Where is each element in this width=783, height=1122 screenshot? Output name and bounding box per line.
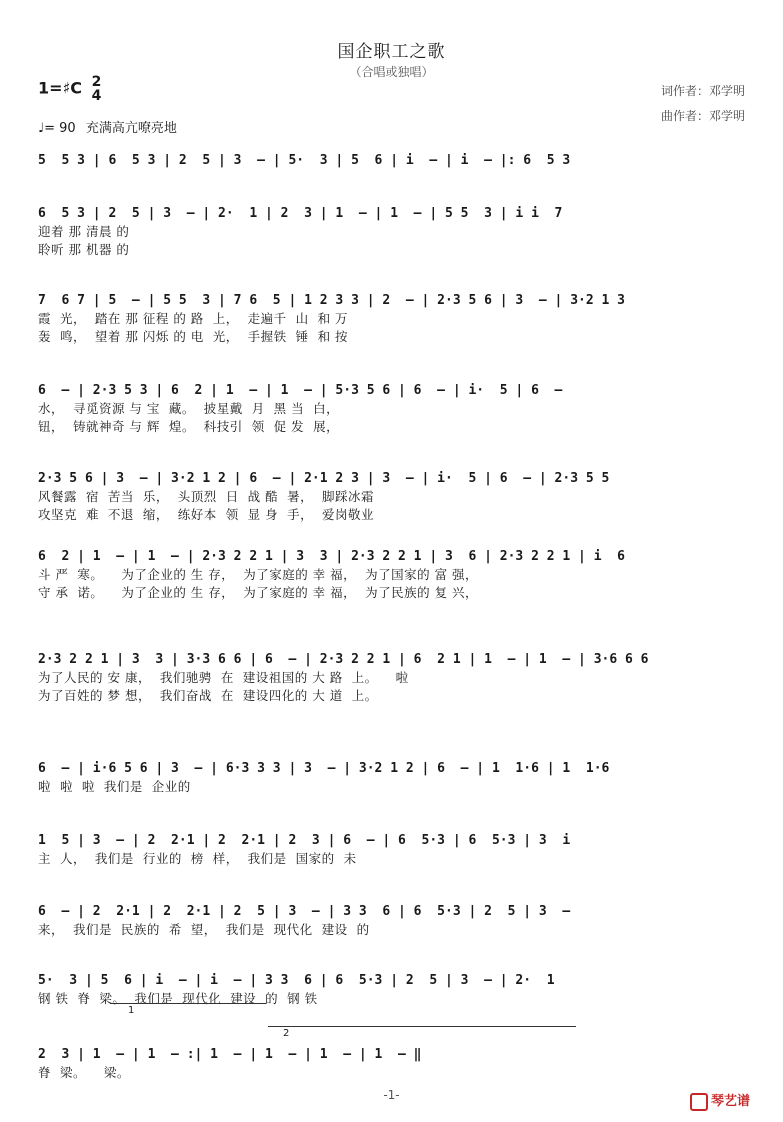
volta-2-bracket <box>268 1026 576 1028</box>
tempo-marking <box>38 117 177 136</box>
lyric-row: 钢 铁 脊 梁。 我们是 现代化 建设 的 钢 铁 <box>38 991 318 1006</box>
music-line <box>38 548 750 602</box>
key-label: 1=♯C <box>38 78 83 98</box>
volta-1-label: 1 <box>128 1005 135 1016</box>
lyric-row: 为了百姓的 梦 想， 我们奋战 在 建设四化的 大 道 上。 <box>38 688 378 703</box>
lyric-row: 斗 严 寒。 为了企业的 生 存， 为了家庭的 幸 福， 为了国家的 富 强， <box>38 567 479 582</box>
time-top: 2 <box>91 74 102 90</box>
lyric-row: 来， 我们是 民族的 希 望， 我们是 现代化 建设 的 <box>38 922 370 937</box>
notation-row: 7 6 7 | 5 – | 5 5 3 | 7 6 5 | 1 2 3 3 | 2 – | 2·3 5 6 | 3 – | 3·2 1 3 <box>38 293 625 308</box>
notation-row: 6 – | 2 2·1 | 2 2·1 | 2 5 | 3 – | 3 3 6 | 6 5·3 | 2 5 | 3 – <box>38 904 571 919</box>
music-line <box>38 832 750 868</box>
lyric-row: 主 人， 我们是 行业的 榜 样， 我们是 国家的 未 <box>38 851 357 866</box>
music-line <box>38 470 750 524</box>
lyric-row: 啦 啦 啦 我们是 企业的 <box>38 779 191 794</box>
music-line <box>38 382 750 436</box>
tempo-label: ♩= 90 <box>38 121 76 136</box>
song-subtitle: （合唱或独唱） <box>349 65 434 79</box>
time-bottom: 4 <box>91 88 102 104</box>
lyric-row: 守 承 诺。 为了企业的 生 存， 为了家庭的 幸 福， 为了民族的 复 兴， <box>38 585 479 600</box>
notation-row: 5 5 3 | 6 5 3 | 2 5 | 3 – | 5· 3 | 5 6 | i – | i – |: 6 5 3 <box>38 153 571 168</box>
lyric-row: 霞 光， 踏在 那 征程 的 路 上， 走遍千 山 和 万 <box>38 311 349 326</box>
music-line <box>38 292 750 346</box>
notation-row: 6 2 | 1 – | 1 – | 2·3 2 2 1 | 3 3 | 2·3 2 2 1 | 3 6 | 2·3 2 2 1 | i 6 <box>38 549 625 564</box>
site-logo <box>690 1090 750 1111</box>
volta-2-label: 2 <box>283 1028 290 1039</box>
notation-row: 2·3 2 2 1 | 3 3 | 3·3 6 6 | 6 – | 2·3 2 2 1 | 6 2 1 | 1 – | 1 – | 3·6 6 6 <box>38 652 649 667</box>
lyric-row: 聆听 那 机器 的 <box>38 242 130 257</box>
lyric-row: 脊 梁。 梁。 <box>38 1065 130 1080</box>
time-signature <box>92 75 102 103</box>
notation-row: 2·3 5 6 | 3 – | 3·2 1 2 | 6 – | 2·1 2 3 | 3 – | i· 5 | 6 – | 2·3 5 5 <box>38 471 610 486</box>
lyricist-credit: 词作者：邓学明 <box>660 84 745 98</box>
logo-text: 琴艺谱 <box>711 1094 751 1109</box>
notation-row: 6 – | 2·3 5 3 | 6 2 | 1 – | 1 – | 5·3 5 6 | 6 – | i· 5 | 6 – <box>38 383 563 398</box>
lyric-row: 水， 寻觅资源 与 宝 藏。 披星戴 月 黑 当 白， <box>38 401 340 416</box>
notation-row: 6 – | i·6 5 6 | 3 – | 6·3 3 3 | 3 – | 3·2 1 2 | 6 – | 1 1·6 | 1 1·6 <box>38 761 610 776</box>
notation-row: 1 5 | 3 – | 2 2·1 | 2 2·1 | 2 3 | 6 – | 6 5·3 | 6 5·3 | 3 i <box>38 833 571 848</box>
composer-credit: 曲作者：邓学明 <box>660 109 745 123</box>
notation-row: 6 5 3 | 2 5 | 3 – | 2· 1 | 2 3 | 1 – | 1 – | 5 5 3 | i i 7 <box>38 206 563 221</box>
music-line <box>38 651 750 705</box>
song-title: 国企职工之歌 <box>337 42 446 62</box>
music-line <box>38 1046 750 1082</box>
page-number: -1- <box>383 1088 400 1102</box>
music-line <box>38 760 750 796</box>
lyric-row: 钮， 铸就神奇 与 辉 煌。 科技引 领 促 发 展， <box>38 419 340 434</box>
music-line <box>38 903 750 939</box>
lyric-row: 攻坚克 难 不退 缩， 练好本 领 显 身 手， 爱岗敬业 <box>38 507 375 522</box>
lyric-row: 迎着 那 清晨 的 <box>38 224 130 239</box>
expression-label: 充满高亢嘹亮地 <box>85 121 177 136</box>
notation-row: 5· 3 | 5 6 | i – | i – | 3 3 6 | 6 5·3 | 2 5 | 3 – | 2· 1 <box>38 973 555 988</box>
music-line <box>38 205 750 259</box>
lyric-row: 轰 鸣， 望着 那 闪烁 的 电 光， 手握铁 锤 和 按 <box>38 329 349 344</box>
lyric-row: 为了人民的 安 康， 我们驰骋 在 建设祖国的 大 路 上。 啦 <box>38 670 409 685</box>
music-line <box>38 152 750 170</box>
lyric-row: 风餐露 宿 苦当 乐， 头顶烈 日 战 酷 暑， 脚踩冰霜 <box>38 489 375 504</box>
notation-row: 2 3 | 1 – | 1 – :| 1 – | 1 – | 1 – | 1 – ‖ <box>38 1047 422 1062</box>
key-signature <box>38 75 101 103</box>
logo-icon <box>690 1093 708 1111</box>
